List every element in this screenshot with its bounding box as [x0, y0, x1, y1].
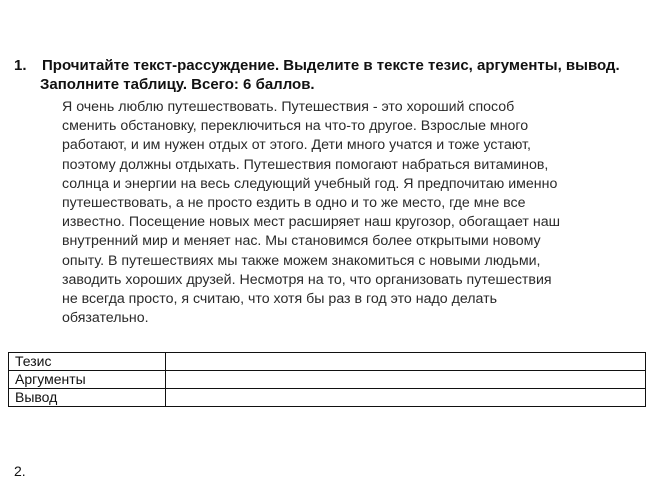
- answer-cell-arguments[interactable]: [166, 371, 646, 389]
- table-row-arguments: [9, 371, 646, 389]
- text-line: сменить обстановку, переключиться на что-то другое. Взрослые много: [62, 118, 529, 135]
- text-line: внутренний мир и меняет нас. Мы становимся более открытыми новому: [62, 233, 541, 250]
- text-line: известно. Посещение новых мест расширяет наш кругозор, обогащает наш: [62, 214, 560, 231]
- text-line: работают, и им нужен отдых от этого. Дети много учатся и тоже устают,: [62, 137, 531, 154]
- answer-table: [8, 352, 646, 407]
- answer-cell-thesis[interactable]: [166, 353, 646, 371]
- reasoning-text: [62, 98, 642, 328]
- task-instruction-line-1: Прочитайте текст-рассуждение. Выделите в тексте тезис, аргументы, вывод.: [42, 57, 620, 74]
- next-task-number: 2.: [14, 463, 26, 479]
- text-line: не всегда просто, я считаю, что хотя бы раз в год это надо делать: [62, 291, 498, 308]
- row-label-arguments: Аргументы: [9, 371, 166, 389]
- text-line: Я очень люблю путешествовать. Путешествия - это хороший способ: [62, 99, 515, 115]
- text-line: путешествовать, а не просто ездить в одно и то же место, где мне все: [62, 195, 526, 212]
- table-row-thesis: [9, 353, 646, 371]
- task-1: [14, 56, 654, 94]
- task-instruction: [42, 56, 654, 94]
- answer-cell-conclusion[interactable]: [166, 389, 646, 407]
- table-row-conclusion: [9, 389, 646, 407]
- text-line: заводить хороших друзей. Несмотря на то, что организовать путешествия: [62, 271, 552, 288]
- task-instruction-line-2: Заполните таблицу. Всего: 6 баллов.: [40, 76, 315, 93]
- text-line: обязательно.: [62, 310, 149, 327]
- row-label-conclusion: Вывод: [9, 389, 166, 407]
- task-heading: [14, 56, 654, 94]
- text-line: солнца и энергии на весь следующий учебный год. Я предпочитаю именно: [62, 175, 558, 192]
- task-number: 1.: [14, 57, 27, 74]
- text-line: поэтому должны отдыхать. Путешествия помогают набраться витаминов,: [62, 156, 549, 173]
- row-label-thesis: Тезис: [9, 353, 166, 371]
- text-line: опыту. В путешествиях мы также можем знакомиться с новыми людьми,: [62, 252, 541, 269]
